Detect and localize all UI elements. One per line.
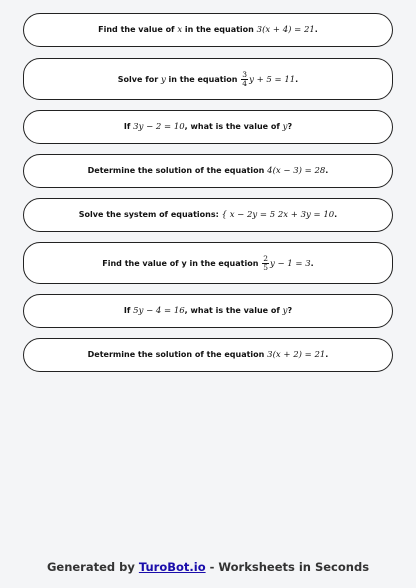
question-2 xyxy=(23,58,393,100)
question-8-tail: . xyxy=(325,350,329,359)
question-3 xyxy=(23,110,393,144)
question-2-text-a: Solve for xyxy=(117,74,161,84)
question-8-equation: 3(x + 2) = 21 xyxy=(267,350,326,360)
question-5-equation: { x − 2y = 5 2x + 3y = 10 xyxy=(221,210,335,220)
question-6-text: Find the value of y in the equation xyxy=(102,258,262,268)
question-6-fraction: $\frac{2}{5}$ xyxy=(263,253,268,272)
question-1-var: x xyxy=(177,25,183,35)
question-1-tail: . xyxy=(314,25,318,34)
footer xyxy=(0,560,416,574)
question-8-text: Determine the solution of the equation xyxy=(87,350,268,359)
question-4-text: Determine the solution of the equation xyxy=(87,166,268,175)
question-7-text-b: , what is the value of xyxy=(184,306,283,315)
question-6-tail: . xyxy=(310,258,314,268)
turobot-link[interactable]: TuroBot.io xyxy=(138,560,206,574)
question-3-text-a: If xyxy=(123,122,134,131)
question-1-text-a: Find the value of xyxy=(98,25,178,34)
question-5-text: Solve the system of equations: xyxy=(78,210,222,219)
question-4-equation: 4(x − 3) = 28 xyxy=(267,166,326,176)
question-3-equation: 3y − 2 = 10 xyxy=(133,122,185,132)
question-7-equation: 5y − 4 = 16 xyxy=(133,306,185,316)
question-list xyxy=(23,13,393,372)
footer-suffix: - Worksheets in Seconds xyxy=(205,560,370,574)
question-7-var: y xyxy=(282,306,288,316)
question-1-equation: 3(x + 4) = 21 xyxy=(256,25,315,35)
question-2-var: y xyxy=(160,74,166,85)
question-7-tail: ? xyxy=(287,306,293,315)
question-7 xyxy=(23,294,393,328)
question-3-text-b: , what is the value of xyxy=(184,122,283,131)
question-3-var: y xyxy=(282,122,288,132)
question-2-fraction: $\frac{3}{4}$ xyxy=(242,69,248,88)
question-5-tail: . xyxy=(334,210,338,219)
footer-prefix: Generated by xyxy=(46,560,139,574)
question-7-text-a: If xyxy=(123,306,134,315)
question-3-tail: ? xyxy=(287,122,293,131)
question-4-tail: . xyxy=(325,166,329,175)
question-1 xyxy=(23,13,393,47)
question-2-text-b: in the equation xyxy=(165,74,241,84)
question-8 xyxy=(23,338,393,372)
question-5 xyxy=(23,198,393,232)
question-1-text-b: in the equation xyxy=(182,25,257,34)
question-4 xyxy=(23,154,393,188)
question-6 xyxy=(23,242,393,284)
question-2-tail: . xyxy=(295,74,299,84)
question-2-equation: y + 5 = 11 xyxy=(249,74,296,85)
question-6-equation: y − 1 = 3 xyxy=(269,258,311,269)
